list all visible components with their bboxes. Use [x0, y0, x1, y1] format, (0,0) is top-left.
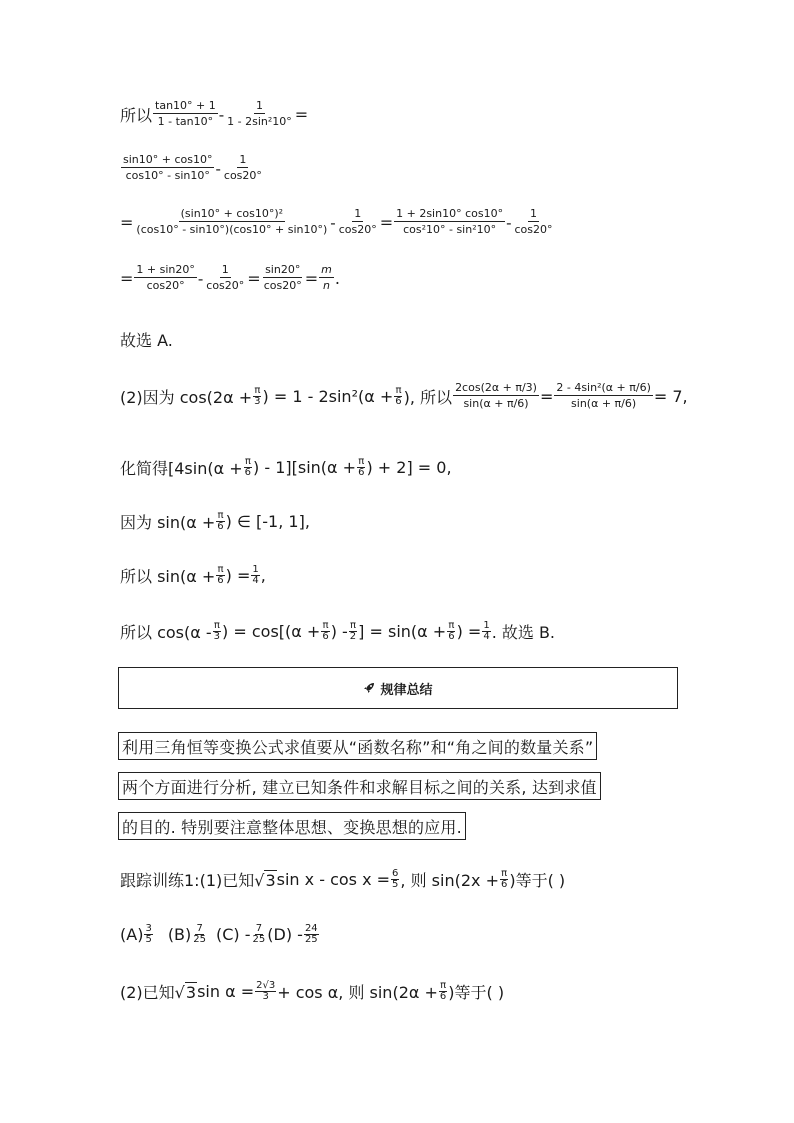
- option-a-label: (A): [120, 925, 144, 944]
- denominator: 5: [392, 879, 399, 890]
- numerator: π: [349, 620, 356, 631]
- text: ) = cos[(α +: [222, 622, 321, 641]
- radicand: 3: [265, 870, 276, 890]
- fraction: [391, 869, 399, 890]
- operator: -: [197, 268, 204, 288]
- numerator: tan10° + 1: [155, 99, 216, 112]
- numerator: 3: [145, 923, 152, 934]
- fraction: [304, 924, 319, 945]
- fraction: [244, 457, 252, 478]
- text: , 则 sin(2x +: [400, 871, 499, 890]
- numerator: 2 - 4sin²(α + π/6): [556, 381, 651, 394]
- line-7: [120, 456, 452, 479]
- denominator: cos²10° - sin²10°: [403, 223, 497, 236]
- fraction: [225, 100, 294, 128]
- text: ,: [260, 566, 266, 585]
- fraction: [337, 208, 379, 236]
- numerator: π: [448, 620, 455, 631]
- text: ), 所以: [403, 387, 453, 407]
- numerator: π: [254, 384, 261, 396]
- numerator: π: [395, 384, 402, 396]
- denominator: 5: [145, 934, 152, 945]
- text: 故选 A.: [120, 331, 173, 350]
- fraction: [453, 382, 539, 410]
- denominator: cos20°: [206, 279, 245, 292]
- line-10: [120, 620, 555, 643]
- denominator: 2: [349, 631, 357, 642]
- line-1: [120, 100, 308, 128]
- fraction: [500, 869, 508, 890]
- question-1: [120, 868, 565, 891]
- text: ) ∈ [-1, 1],: [225, 512, 310, 531]
- numerator: 1: [255, 99, 263, 112]
- numerator: 1 + sin20°: [136, 263, 195, 276]
- text: 所以 sin(α +: [120, 567, 216, 586]
- numerator: 1: [529, 207, 537, 220]
- text: 利用三角恒等变换公式求值要从“函数名称”和“角之间的数量关系”: [122, 737, 594, 757]
- numerator: π: [213, 620, 220, 631]
- fraction: [192, 924, 207, 945]
- numerator: π: [358, 456, 365, 467]
- fraction: [349, 621, 357, 642]
- sqrt: √ 3: [174, 982, 197, 1002]
- fraction: [319, 264, 334, 292]
- fraction: [321, 621, 329, 642]
- text: 因为 sin(α +: [120, 513, 216, 532]
- fraction: [134, 208, 329, 236]
- text: = 7,: [653, 386, 688, 406]
- numerator: (sin10° + cos10°)²: [180, 207, 284, 220]
- denominator: 25: [304, 934, 318, 945]
- fraction: [439, 981, 447, 1002]
- denominator: cos10° - sin10°: [125, 169, 210, 182]
- numerator: sin10° + cos10°: [123, 153, 213, 166]
- numerator: π: [440, 980, 447, 991]
- numerator: 2√3: [256, 980, 276, 991]
- operator: =: [379, 212, 394, 232]
- denominator: (cos10° - sin10°)(cos10° + sin10°): [136, 223, 328, 236]
- fraction: [482, 621, 490, 642]
- numerator: 1: [221, 263, 229, 276]
- numerator: π: [217, 564, 224, 575]
- fraction: [357, 457, 365, 478]
- fraction: [394, 208, 505, 236]
- denominator: 6: [395, 395, 402, 407]
- line-9: [120, 564, 266, 587]
- denominator: 3: [262, 991, 269, 1002]
- line-8: [120, 510, 310, 533]
- operator: =: [120, 212, 134, 232]
- numerator: 7: [196, 923, 203, 934]
- numerator: 1: [239, 153, 247, 166]
- operator: =: [304, 268, 319, 288]
- line-2: [120, 154, 265, 182]
- denominator: 6: [217, 521, 224, 532]
- denominator: n: [322, 279, 330, 292]
- denominator: 3: [254, 395, 261, 407]
- denominator: cos20°: [146, 279, 185, 292]
- text: ) =: [456, 622, 482, 641]
- summary-line-1: [118, 732, 597, 760]
- fraction: [255, 981, 276, 1002]
- denominator: sin(α + π/6): [463, 397, 529, 410]
- fraction: [447, 621, 455, 642]
- fraction: [213, 621, 221, 642]
- option-c-label: (C) -: [216, 925, 251, 944]
- text: ] = sin(α +: [358, 622, 447, 641]
- denominator: 6: [439, 991, 447, 1002]
- option-b-label: (B): [167, 925, 192, 944]
- question-2: [120, 980, 504, 1003]
- numerator: 1: [354, 207, 362, 220]
- text: . 故选 B.: [491, 623, 556, 642]
- summary-line-2: [118, 772, 601, 800]
- numerator: 2cos(2α + π/3): [455, 381, 537, 394]
- sqrt: √ 3: [254, 870, 276, 890]
- denominator: 6: [500, 879, 508, 890]
- denominator: 4: [483, 631, 490, 642]
- denominator: 25: [193, 934, 207, 945]
- denominator: 6: [358, 467, 365, 478]
- fraction: [253, 386, 261, 407]
- rocket-icon: [363, 682, 375, 694]
- summary-title: 规律总结: [380, 682, 433, 698]
- numerator: 1 + 2sin10° cos10°: [396, 207, 504, 220]
- fraction: [251, 565, 259, 586]
- operator: -: [218, 104, 225, 124]
- text: sin x - cos x =: [276, 870, 391, 889]
- denominator: 1 - 2sin²10°: [227, 115, 292, 128]
- denominator: 25: [252, 934, 266, 945]
- denominator: 3: [213, 631, 221, 642]
- fraction: [121, 154, 214, 182]
- text: 所以: [120, 105, 153, 125]
- text: + cos α, 则 sin(2α +: [277, 983, 438, 1002]
- operator: =: [247, 268, 261, 288]
- text: (2)因为 cos(2α +: [120, 387, 253, 407]
- text: sin α =: [197, 982, 255, 1001]
- denominator: 6: [244, 467, 252, 478]
- text: 的目的. 特别要注意整体思想、变换思想的应用.: [122, 817, 462, 837]
- denominator: sin(α + π/6): [571, 397, 637, 410]
- text: ) + 2] = 0,: [366, 458, 452, 477]
- text: 跟踪训练1:(1)已知: [120, 871, 255, 890]
- operator: =: [539, 386, 554, 406]
- text: (2)已知: [120, 983, 175, 1002]
- line-5: [120, 328, 173, 351]
- fraction: [134, 264, 196, 292]
- fraction: [262, 264, 304, 292]
- option-d-label: (D) -: [267, 925, 303, 944]
- numerator: 1: [483, 620, 490, 631]
- denominator: cos20°: [263, 279, 302, 292]
- operator: =: [294, 104, 309, 124]
- fraction: [216, 511, 224, 532]
- numerator: π: [322, 620, 329, 631]
- operator: -: [330, 212, 336, 232]
- text: )等于( ): [448, 983, 505, 1002]
- line-4: [120, 264, 340, 292]
- fraction: [252, 924, 267, 945]
- numerator: 7: [255, 923, 263, 934]
- fraction: [554, 382, 653, 410]
- operator: =: [120, 268, 134, 288]
- text: 化简得[4sin(α +: [120, 459, 243, 478]
- text: )等于( ): [509, 871, 566, 890]
- fraction: [204, 264, 246, 292]
- fraction: [153, 100, 218, 128]
- summary-line-3: [118, 812, 466, 840]
- fraction: [216, 565, 224, 586]
- numerator: π: [501, 868, 508, 879]
- fraction: [222, 154, 264, 182]
- numerator: sin20°: [265, 263, 301, 276]
- text: ) =: [225, 566, 251, 585]
- fraction: [144, 924, 152, 945]
- numerator: 1: [252, 564, 259, 575]
- denominator: 6: [448, 631, 455, 642]
- question-1-options: [120, 924, 320, 945]
- text: ) -: [330, 622, 348, 641]
- summary-heading-box: [118, 667, 678, 709]
- numerator: m: [321, 263, 332, 276]
- denominator: cos20°: [514, 223, 553, 236]
- line-3: [120, 208, 556, 236]
- denominator: 1 - tan10°: [157, 115, 214, 128]
- denominator: 4: [252, 575, 259, 586]
- denominator: 6: [217, 575, 224, 586]
- radicand: 3: [185, 982, 197, 1002]
- fraction: [512, 208, 554, 236]
- line-6: [120, 382, 688, 410]
- operator: -: [506, 212, 512, 232]
- denominator: 6: [322, 631, 329, 642]
- numerator: 24: [304, 923, 318, 934]
- numerator: 6: [392, 868, 399, 879]
- fraction: [394, 386, 402, 407]
- text: 两个方面进行分析, 建立已知条件和求解目标之间的关系, 达到求值: [122, 777, 597, 797]
- text: ) - 1][sin(α +: [253, 458, 357, 477]
- text: 所以 cos(α -: [120, 623, 212, 642]
- numerator: π: [244, 456, 251, 467]
- text: .: [334, 268, 340, 288]
- operator: -: [215, 158, 221, 178]
- denominator: cos20°: [223, 169, 262, 182]
- text: ) = 1 - 2sin²(α +: [262, 386, 394, 406]
- numerator: π: [217, 510, 224, 521]
- denominator: cos20°: [338, 223, 377, 236]
